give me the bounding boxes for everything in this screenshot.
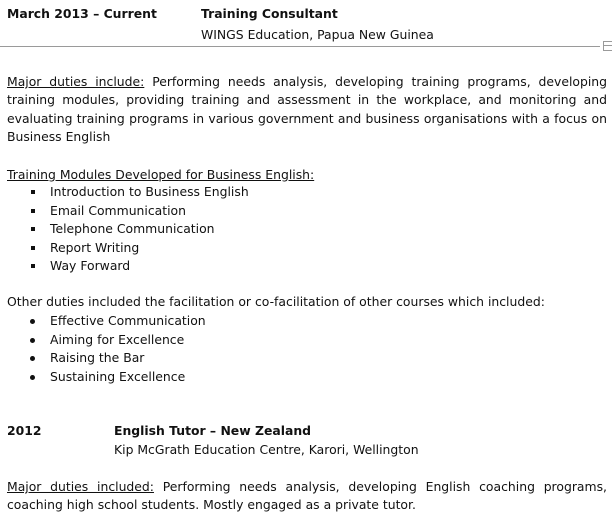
- table-end-marker: [603, 41, 612, 51]
- square-bullet-icon: [31, 246, 35, 250]
- round-bullet-icon: [30, 356, 35, 361]
- job2-duties-label: Major duties included:: [7, 479, 154, 494]
- other-duties-text: Other duties included the facilitation or co-facilitation of other courses which included:: [7, 294, 545, 309]
- modules-heading: Training Modules Developed for Business English:: [7, 167, 315, 182]
- list-item-text: Report Writing: [50, 239, 140, 255]
- section-divider: [0, 46, 600, 47]
- square-bullet-icon: [31, 209, 35, 213]
- job1-organisation: WINGS Education, Papua New Guinea: [201, 27, 434, 42]
- job2-duties-line-2: coaching high school students. Mostly engaged as a private tutor.: [7, 497, 416, 513]
- job2-organisation: Kip McGrath Education Centre, Karori, Wellington: [114, 442, 419, 457]
- square-bullet-icon: [31, 190, 35, 194]
- job1-duties-line-3: evaluating training programs in various government and business organisations with a focus on: [7, 110, 607, 126]
- square-bullet-icon: [31, 264, 35, 268]
- job2-period: 2012: [7, 423, 42, 438]
- list-item-text: Effective Communication: [50, 313, 206, 328]
- list-item-text: Raising the Bar: [50, 350, 145, 366]
- job1-duties-line-2: training modules, providing training and assessment in the workplace, and monitoring and: [7, 92, 607, 108]
- job2-duties-paragraph: [7, 478, 607, 515]
- job2-duties-line-1: [7, 478, 607, 496]
- job2-title: English Tutor – New Zealand: [114, 423, 312, 438]
- list-item-text: Way Forward: [50, 258, 131, 274]
- job1-duties-line-1: [7, 73, 607, 91]
- job1-title: Training Consultant: [201, 6, 338, 21]
- job1-duties-text: Performing needs analysis, developing training programs, developing: [152, 74, 607, 89]
- list-item-text: Introduction to Business English: [50, 184, 249, 199]
- list-item-text: Aiming for Excellence: [50, 331, 185, 347]
- round-bullet-icon: [30, 319, 35, 324]
- square-bullet-icon: [31, 227, 35, 231]
- round-bullet-icon: [30, 375, 35, 380]
- list-item-text: Sustaining Excellence: [50, 368, 186, 384]
- job1-duties-label: Major duties include:: [7, 74, 145, 89]
- job2-duties-text: Performing needs analysis, developing English coaching programs,: [162, 479, 607, 494]
- list-item-text: Telephone Communication: [50, 221, 215, 237]
- job1-duties-paragraph: [7, 73, 607, 147]
- job1-period: March 2013 – Current: [7, 6, 157, 21]
- job1-duties-line-4: Business English: [7, 129, 111, 145]
- list-item-text: Email Communication: [50, 202, 186, 218]
- round-bullet-icon: [30, 338, 35, 343]
